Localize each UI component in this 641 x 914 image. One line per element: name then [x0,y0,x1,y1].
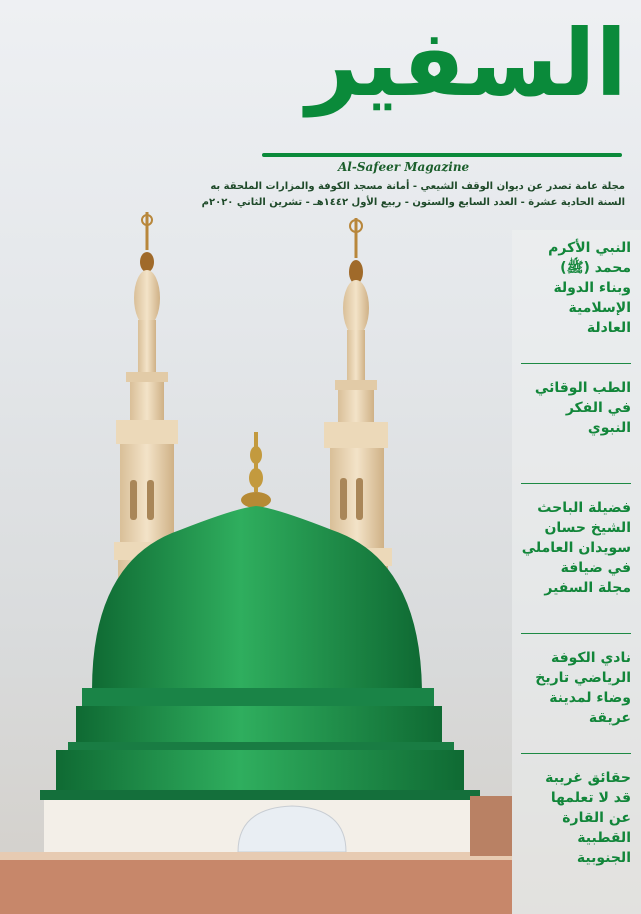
headline-item [521,768,631,878]
headline-item [521,498,631,634]
publisher-tagline: مجلة عامة تصدر عن ديوان الوقف الشيعي - أمانة مسجد الكوفة والمزارات الملحقة به [210,181,625,192]
headline-line: مجلة السفير [544,580,631,596]
headline-line: سويدان العاملي [521,540,631,556]
magazine-title: السفير [306,10,627,117]
headline-line: نادي الكوفة [550,650,631,666]
headline-line: الرياضي تاريخ [535,670,631,686]
headline-line: فضيلة الباحث [537,500,631,516]
green-dome [40,506,480,800]
headline-line: الجنوبية [576,850,631,866]
headline-line: العادلة [586,320,631,336]
headline-line: عريقة [588,710,631,726]
headline-line: حقائق غريبة [545,770,631,786]
headline-line: وبناء الدولة [553,280,631,296]
issue-info: السنة الحادية عشرة - العدد السابع والستون - ربيع الأول ١٤٤٢هـ - تشرين الثاني ٢٠٢٠م [201,197,625,208]
headline-item [521,238,631,364]
headline-item [521,378,631,484]
cover-headlines [521,238,631,892]
headline-line: في ضيافة [560,560,631,576]
headline-line: محمد (ﷺ) [560,260,631,276]
headline-line: وضاء لمدينة [549,690,631,706]
magazine-subtitle: Al-Safeer Magazine [338,160,470,174]
headline-line: النبوي [587,420,631,436]
headline-line: قد لا تعلمها [550,790,631,806]
headline-line: الإسلامية [568,300,631,316]
headline-item [521,648,631,754]
headline-line: القطبية [577,830,631,846]
headline-line: النبي الأكرم [548,240,631,256]
headline-line: الشيخ حسان [544,520,631,536]
title-underline [262,153,622,157]
headline-line: في الفكر [565,400,631,416]
headline-line: عن القارة [562,810,631,826]
headline-line: الطب الوقائي [534,380,631,396]
